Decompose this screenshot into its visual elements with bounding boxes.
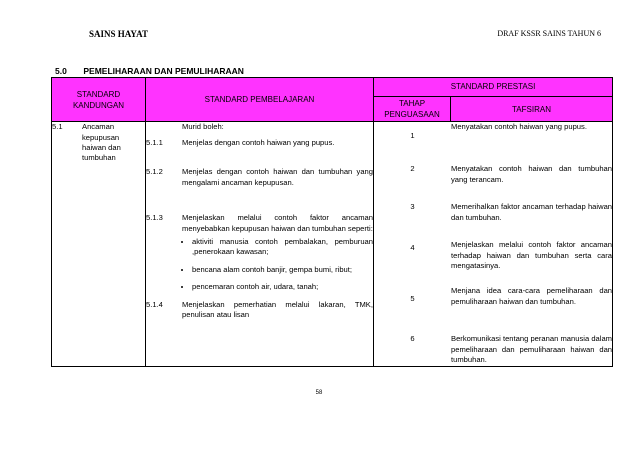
tahap-level: 6 xyxy=(410,334,415,344)
kandungan-code: 5.1 xyxy=(52,122,63,132)
item-code: 5.1.4 xyxy=(146,299,163,309)
prestasi-cell xyxy=(374,122,613,367)
item-text: Menjelas dengan contoh haiwan dan tumbuhan yang mengalami ancaman kepupusan. xyxy=(182,167,373,187)
tafsiran-text: Berkomunikasi tentang peranan manusia dalam pemeliharaan dan pemuliharaan haiwan dan tumbuhan. xyxy=(451,334,613,364)
item-text: Menjelas dengan contoh haiwan yang pupus. xyxy=(182,138,335,148)
header-tafsiran: TAFSIRAN xyxy=(451,97,613,122)
tafsiran-text: Menjelaskan melalui contoh faktor ancaman terhadap haiwan dan tumbuhan serta cara mengatasinya. xyxy=(451,240,613,270)
tafsiran-text: Menyatakan contoh haiwan yang pupus. xyxy=(451,122,587,132)
curriculum-table xyxy=(51,77,613,367)
page-number: 58 xyxy=(315,390,323,396)
header-standard-kandungan: STANDARD KANDUNGAN xyxy=(52,78,146,122)
item-code: 5.1.3 xyxy=(146,213,163,223)
tafsiran-text: Menjana idea cara-cara pemeliharaan dan pemuliharaan haiwan dan tumbuhan. xyxy=(451,286,613,306)
factor-list xyxy=(182,237,373,293)
tahap-level: 4 xyxy=(410,243,415,253)
header-tahap-penguasaan: TAHAP PENGUASAAN xyxy=(374,97,451,122)
header-standard-pembelajaran: STANDARD PEMBELAJARAN xyxy=(146,78,374,122)
factor-item: • pencemaran contoh air, udara, tanah; xyxy=(192,282,373,292)
section-number: 5.0 xyxy=(55,66,67,76)
tafsiran-text: Memerihalkan faktor ancaman terhadap haiwan dan tumbuhan. xyxy=(451,202,613,222)
section-title: PEMELIHARAAN DAN PEMULIHARAAN xyxy=(83,66,244,76)
header-subject: SAINS HAYAT xyxy=(89,29,148,39)
item-code: 5.1.2 xyxy=(146,167,163,177)
tafsiran-text: Menyatakan contoh haiwan dan tumbuhan yang terancam. xyxy=(451,164,613,184)
tahap-level: 1 xyxy=(410,131,415,141)
kandungan-text: Ancaman kepupusan haiwan dan tumbuhan xyxy=(82,122,121,163)
tahap-level: 2 xyxy=(410,164,415,174)
header-standard-prestasi: STANDARD PRESTASI xyxy=(374,78,613,97)
tahap-level: 5 xyxy=(410,294,415,304)
factor-item: • bencana alam contoh banjir, gempa bumi, ribut; xyxy=(192,265,373,275)
section-heading xyxy=(55,66,244,76)
item-code: 5.1.1 xyxy=(146,138,163,148)
tahap-level: 3 xyxy=(410,202,415,212)
item-text: Menjelaskan melalui contoh faktor ancaman menyebabkan kepupusan haiwan dan tumbuhan seperti: xyxy=(182,213,373,233)
kandungan-cell xyxy=(52,122,146,367)
pembelajaran-cell xyxy=(146,122,374,367)
header-draft-title: DRAF KSSR SAINS TAHUN 6 xyxy=(497,29,601,38)
factor-item: • aktiviti manusia contoh pembalakan, pemburuan ,penerokaan kawasan; xyxy=(192,237,373,258)
item-text: Menjelaskan pemerhatian melalui lakaran, TMK, penulisan atau lisan xyxy=(182,299,373,320)
pembelajaran-intro: Murid boleh: xyxy=(182,122,224,132)
